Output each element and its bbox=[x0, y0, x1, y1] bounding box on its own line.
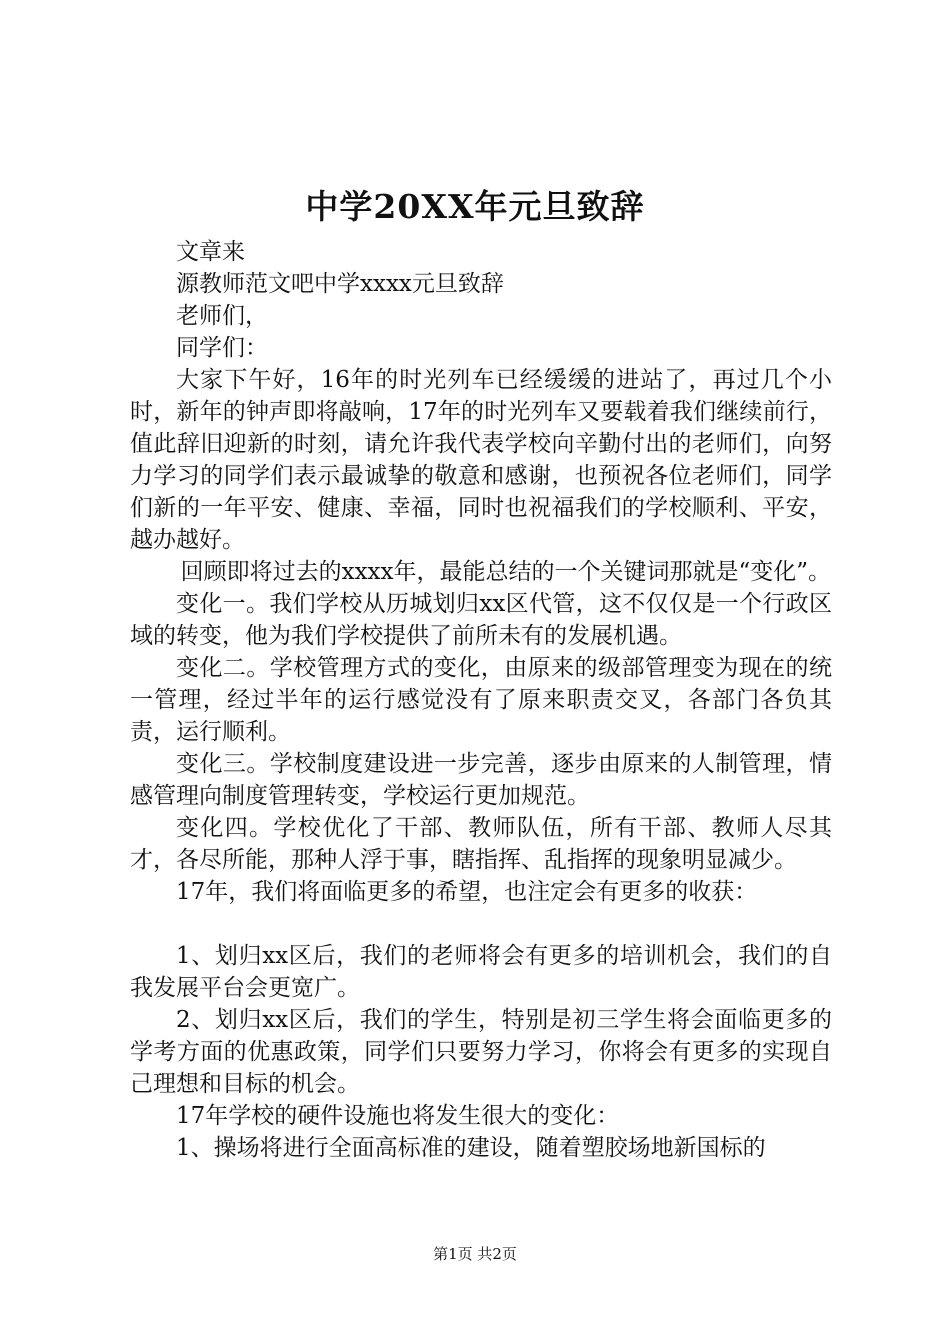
paragraph-change-two: 变化二。学校管理方式的变化，由原来的级部管理变为现在的统一管理，经过半年的运行感觉没有了原来职责交叉，各部门各负其责，运行顺利。 bbox=[130, 655, 832, 745]
paragraph-change-one: 变化一。我们学校从历城划归xx区代管，这不仅仅是一个行政区域的转变，他为我们学校提供了前所未有的发展机遇。 bbox=[130, 591, 832, 649]
paragraph-review: 回顾即将过去的xxxx年，最能总结的一个关键词那就是“变化”。 bbox=[180, 559, 831, 585]
document-title: 中学20XX年元旦致辞 bbox=[305, 187, 645, 226]
paragraph-salutation-teachers: 老师们， bbox=[176, 303, 268, 329]
paragraph-spacer bbox=[130, 908, 832, 940]
paragraph-item-two: 2、划归xx区后，我们的学生，特别是初三学生将会面临更多的学考方面的优惠政策，同学们只要努力学习，你将会有更多的实现自己理想和目标的机会。 bbox=[130, 1007, 832, 1097]
paragraph-outlook: 17年，我们将面临更多的希望，也注定会有更多的收获： bbox=[176, 879, 758, 905]
paragraph-change-four: 变化四。学校优化了干部、教师队伍，所有干部、教师人尽其才，各尽所能，那种人浮于事，瞎指挥、乱指挥的现象明显减少。 bbox=[130, 815, 832, 873]
paragraph-salutation-students: 同学们： bbox=[176, 335, 268, 361]
paragraph-facility-one: 1、操场将进行全面高标准的建设，随着塑胶场地新国标的 bbox=[176, 1135, 766, 1161]
paragraph-greeting: 大家下午好，16年的时光列车已经缓缓的进站了，再过几个小时，新年的钟声即将敲响，17年的时光列车又要载着我们继续前行，值此辞旧迎新的时刻，请允许我代表学校向辛勤付出的老师们，向努力学习的同学们表示最诚挚的敬意和感谢，也预祝各位老师们，同学们新的一年平安、健康、幸福，同时也祝福我们的学校顺利、平安，越办越好。 bbox=[130, 367, 832, 553]
paragraph-source: 源教师范文吧中学xxxx元旦致辞 bbox=[176, 271, 504, 297]
page-indicator: 第1页 共2页 bbox=[433, 1245, 517, 1263]
paragraph-item-one: 1、划归xx区后，我们的老师将会有更多的培训机会，我们的自我发展平台会更宽广。 bbox=[130, 943, 832, 1001]
paragraph-source-prefix: 文章来 bbox=[176, 239, 245, 265]
document-body bbox=[130, 236, 832, 1164]
paragraph-facilities: 17年学校的硬件设施也将发生很大的变化： bbox=[176, 1103, 620, 1129]
paragraph-change-three: 变化三。学校制度建设进一步完善，逐步由原来的人制管理，情感管理向制度管理转变，学校运行更加规范。 bbox=[130, 751, 832, 809]
